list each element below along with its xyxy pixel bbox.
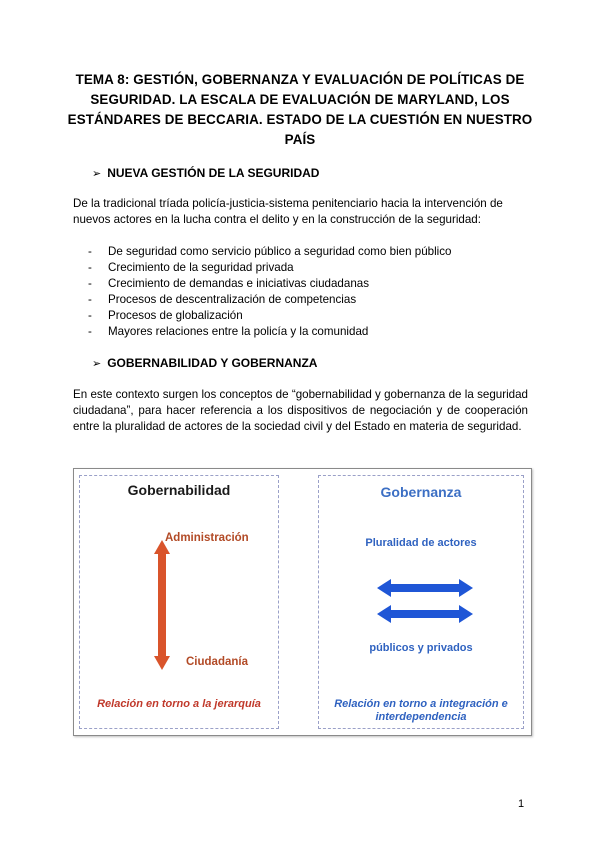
list-item-text: Procesos de globalización (108, 309, 243, 322)
dash-bullet-icon: - (88, 293, 92, 306)
dash-bullet-icon: - (88, 309, 92, 322)
list-item (88, 244, 452, 260)
arrowhead-bullet-icon: ➢ (92, 167, 102, 180)
document-title: TEMA 8: GESTIÓN, GOBERNANZA Y EVALUACIÓN DE POLÍTICAS DE SEGURIDAD. LA ESCALA DE EVALUACIÓN DE MARYLAND, LOS ESTÁNDARES DE BECCARIA. ESTADO DE LA CUESTIÓN EN NUESTRO PAÍS (67, 72, 533, 147)
section-heading-text: NUEVA GESTIÓN DE LA SEGURIDAD (107, 166, 320, 180)
governance-comparison-figure (73, 468, 532, 736)
gobernabilidad-title: Gobernabilidad (127, 482, 231, 498)
list-item (88, 324, 452, 340)
list-item-text: Crecimiento de demandas e iniciativas ciudadanas (108, 277, 370, 290)
arrowhead-bullet-icon: ➢ (92, 357, 102, 370)
publicos-privados-label: públicos y privados (369, 642, 473, 654)
list-item-text: Mayores relaciones entre la policía y la comunidad (108, 325, 369, 338)
list-item (88, 276, 452, 292)
governance-paragraph: En este contexto surgen los conceptos de “gobernabilidad y gobernanza de la seguridad ciudadana”, para hacer referencia a los dispositivos de negociación y de cooperación entre la pluralidad de actores de la sociedad civil y del Estado en materia de seguridad. (73, 388, 528, 433)
list-item (88, 260, 452, 276)
section-heading-text: GOBERNABILIDAD Y GOBERNANZA (107, 356, 318, 370)
dash-bullet-icon: - (88, 325, 92, 338)
dash-bullet-icon: - (88, 261, 92, 274)
page-number: 1 (518, 798, 525, 810)
bullet-list (88, 244, 452, 340)
list-item (88, 292, 452, 308)
list-item-text: Crecimiento de la seguridad privada (108, 261, 294, 274)
ciudadania-label: Ciudadanía (186, 656, 248, 668)
horizontal-double-arrow-icon (377, 579, 473, 597)
horizontal-double-arrow-icon (377, 605, 473, 623)
dash-bullet-icon: - (88, 277, 92, 290)
list-item-text: De seguridad como servicio público a seguridad como bien público (108, 245, 452, 258)
list-item (88, 308, 452, 324)
gobernanza-title: Gobernanza (380, 484, 462, 500)
section-heading-nueva-gestion (92, 166, 319, 180)
intro-paragraph: De la tradicional tríada policía-justicia-sistema penitenciario hacia la intervención de nuevos actores en la lucha contra el delito y en la construcción de la seguridad: (73, 197, 503, 226)
dash-bullet-icon: - (88, 245, 92, 258)
gobernabilidad-panel (79, 475, 279, 729)
pluralidad-actores-label: Pluralidad de actores (365, 537, 477, 549)
gobernanza-caption: Relación en torno a integración e interdependencia (334, 698, 508, 723)
list-item-text: Procesos de descentralización de competencias (108, 293, 357, 306)
administracion-label: Administración (165, 532, 249, 544)
vertical-double-arrow-icon (152, 540, 172, 670)
gobernanza-panel (318, 475, 524, 729)
gobernabilidad-caption: Relación en torno a la jerarquía (97, 698, 261, 710)
section-heading-gobernabilidad (92, 356, 317, 370)
